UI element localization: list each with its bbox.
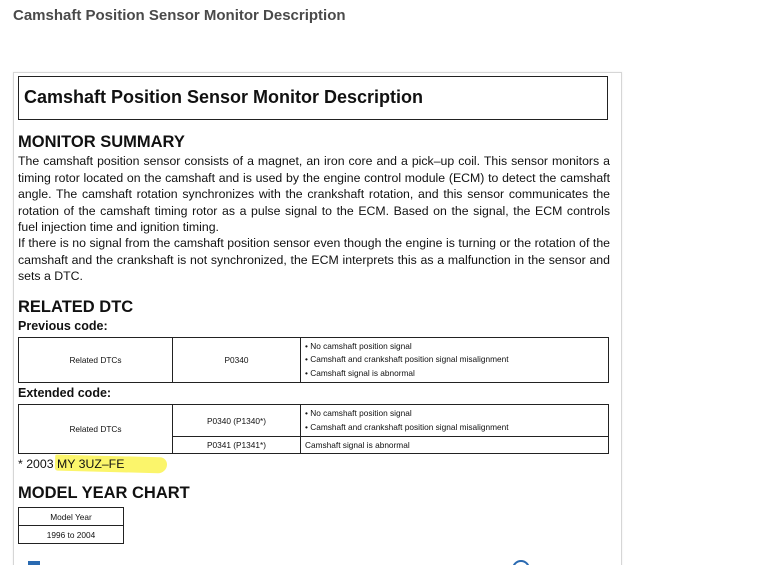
extended-desc-cell-1 — [301, 405, 609, 437]
previous-code-label: Previous code: — [18, 319, 108, 333]
extended-code-cell-2: P0341 (P1341*) — [173, 437, 301, 454]
list-item: • Camshaft and crankshaft position signal misalignment — [305, 354, 509, 365]
extended-code-cell-1: P0340 (P1340*) — [173, 405, 301, 437]
list-item: • No camshaft position signal — [305, 340, 412, 351]
model-year-chart-heading: MODEL YEAR CHART — [18, 484, 190, 502]
previous-label-cell: Related DTCs — [19, 338, 173, 383]
monitor-summary-paragraph-2: If there is no signal from the camshaft position sensor even though the engine is turning or the rotation of the camshaft and the crankshaft is not synchronized, the ECM interprets this as a malfunction in the sensor and sets a DTC. — [18, 236, 610, 284]
extended-desc-cell-2: Camshaft signal is abnormal — [301, 437, 609, 454]
monitor-summary-paragraph-1: The camshaft position sensor consists of a magnet, an iron core and a pick–up coil. This sensor monitors a timing rotor located on the camshaft and is used by the engine control module (ECM) to detect the camshaft angle. The camshaft rotation synchronizes with the crankshaft rotation, and this sensor communicates the rotation of the camshaft timing rotor as a pulse signal to the ECM. Based on the signal, the ECM controls fuel injection time and ignition timing. — [18, 154, 610, 235]
page-heading: Camshaft Position Sensor Monitor Description — [13, 7, 346, 24]
related-dtc-heading: RELATED DTC — [18, 298, 134, 316]
document-title: Camshaft Position Sensor Monitor Description — [18, 76, 608, 120]
model-year-table — [18, 507, 124, 544]
monitor-summary-heading: MONITOR SUMMARY — [18, 133, 185, 151]
list-item: • Camshaft signal is abnormal — [305, 367, 415, 378]
previous-code-table — [18, 337, 609, 383]
toolbar-edge — [28, 561, 40, 565]
model-year-value: 1996 to 2004 — [19, 526, 124, 544]
model-year-header: Model Year — [19, 508, 124, 526]
previous-code-cell: P0340 — [173, 338, 301, 383]
list-item: • No camshaft position signal — [305, 408, 412, 418]
list-item: • Camshaft and crankshaft position signal misalignment — [305, 421, 509, 432]
extended-code-label: Extended code: — [18, 386, 112, 400]
extended-label-cell: Related DTCs — [19, 405, 173, 454]
footnote: * 2003 MY 3UZ–FE — [18, 457, 125, 471]
extended-code-table — [18, 404, 609, 454]
previous-desc-cell — [301, 338, 609, 383]
